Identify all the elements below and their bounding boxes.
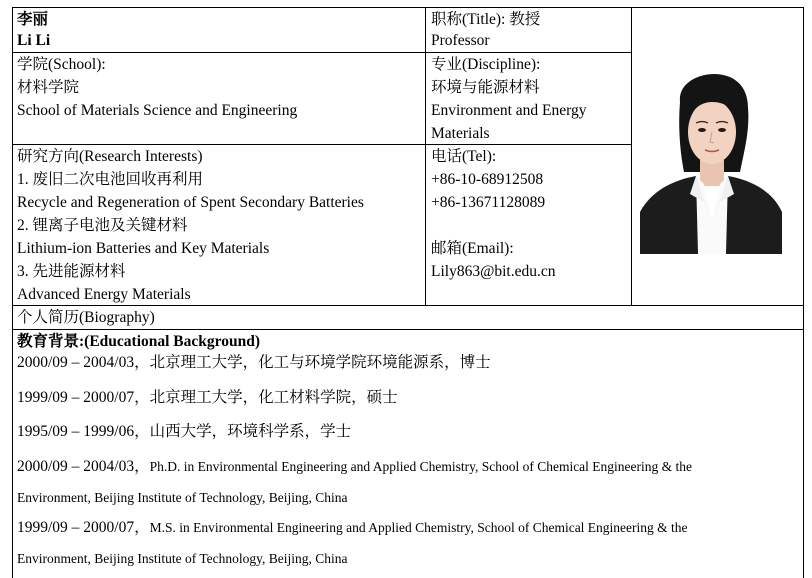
research-item: Advanced Energy Materials xyxy=(17,286,191,303)
education-heading: 教育背景:(Educational Background) xyxy=(17,333,261,350)
discipline-value-cn: 环境与能源材料 xyxy=(431,79,540,96)
discipline-value-en-2: Materials xyxy=(431,125,490,142)
border-right xyxy=(803,7,804,578)
education-text: 北京理工大学，化工与环境学院环境能源系，博士 xyxy=(149,354,491,371)
research-item: 3. 先进能源材料 xyxy=(17,263,126,280)
education-date: 1999/09 – 2000/07， xyxy=(17,519,150,536)
email-value: Lily863@bit.edu.cn xyxy=(431,263,556,280)
education-text: 北京理工大学，化工材料学院，硕士 xyxy=(149,389,398,406)
education-entry xyxy=(17,388,398,408)
research-item: 1. 废旧二次电池回收再利用 xyxy=(17,171,204,188)
name-cn: 李丽 xyxy=(17,11,49,28)
tel-number-1: +86-10-68912508 xyxy=(431,171,544,188)
school-value-cn: 材料学院 xyxy=(17,79,80,96)
tel-number-2: +86-13671128089 xyxy=(431,194,546,211)
biography-label: 个人简历(Biography) xyxy=(17,309,155,326)
title-label: 职称(Title): 教授 xyxy=(431,11,541,28)
education-entry xyxy=(17,353,491,373)
border-left xyxy=(12,7,13,578)
school-value-en: School of Materials Science and Engineering xyxy=(17,102,298,119)
education-text: Ph.D. in Environmental Engineering and Applied Chemistry, School of Chemical Engineering & the xyxy=(149,459,693,474)
research-item: Lithium-ion Batteries and Key Materials xyxy=(17,240,270,257)
education-entry xyxy=(17,422,351,442)
education-text: 山西大学，环境科学系，学士 xyxy=(149,423,352,440)
education-date: 1995/09 – 1999/06， xyxy=(17,423,150,440)
research-label: 研究方向(Research Interests) xyxy=(17,148,203,165)
education-entry xyxy=(17,457,692,477)
education-date: 2000/09 – 2004/03， xyxy=(17,354,150,371)
research-item: Recycle and Regeneration of Spent Secondary Batteries xyxy=(17,194,364,211)
education-date: 2000/09 – 2004/03， xyxy=(17,458,150,475)
discipline-value-en-1: Environment and Energy xyxy=(431,102,587,119)
research-item: 2. 锂离子电池及关键材料 xyxy=(17,217,188,234)
school-label: 学院(School): xyxy=(17,56,106,73)
name-en: Li Li xyxy=(17,32,51,49)
email-label: 邮箱(Email): xyxy=(431,240,514,257)
education-entry xyxy=(17,518,688,538)
discipline-label: 专业(Discipline): xyxy=(431,56,541,73)
education-date: 1999/09 – 2000/07， xyxy=(17,389,150,406)
education-text: M.S. in Environmental Engineering and Applied Chemistry, School of Chemical Engineering & the xyxy=(149,520,688,535)
education-text-continued: Environment, Beijing Institute of Technology, Beijing, China xyxy=(17,490,348,505)
education-text-continued: Environment, Beijing Institute of Technology, Beijing, China xyxy=(17,551,348,566)
title-value: Professor xyxy=(431,32,490,49)
border-top xyxy=(12,7,804,8)
portrait-photo xyxy=(640,72,782,254)
tel-label: 电话(Tel): xyxy=(431,148,497,165)
